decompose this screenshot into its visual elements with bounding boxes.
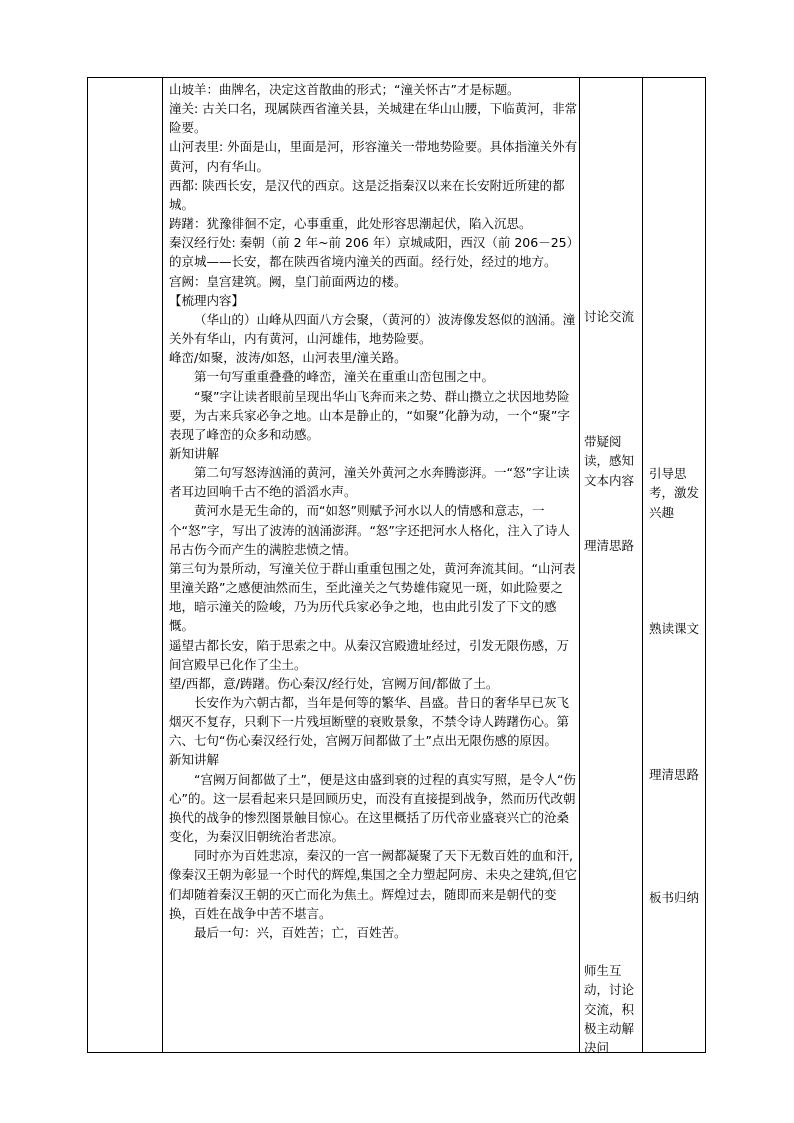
content-line: 潼关: 古关口名，现属陕西省潼关县，关城建在华山山腰，下临黄河，非常险要。 <box>169 101 578 136</box>
design-intent-familiar: 熟读课文 <box>649 621 700 636</box>
student-activity-interact: 师生互动，讨论交流，积极主动解决问 <box>584 963 635 1056</box>
content-line: 山坡羊：曲牌名，决定这首散曲的形式；“潼关怀古”才是标题。 <box>169 82 520 97</box>
design-intent-board: 板书归纳 <box>649 890 700 905</box>
content-line: “宫阙万间都做了土”，便是这由盛到衰的过程的真实写照，是令人“伤心”的。这一层看起来只是回顾历史，而没有直接提到战争，然而历代改朝换代的战争的惨烈图景触目惊心。在这里概括了历代帝业盛衰兴亡的沧桑变化，为秦汉旧朝统治者悲凉。 <box>169 771 576 845</box>
content-line: 最后一句：兴，百姓苦；亡，百姓苦。 <box>194 924 407 940</box>
content-line: 峰峦/如聚，波涛/如怒，山河表里/潼关路。 <box>169 350 407 366</box>
content-line: 第一句写重重叠叠的峰峦，潼关在重重山峦包围之中。 <box>194 369 495 385</box>
content-line: 秦汉经行处: 秦朝（前 2 年~前 206 年）京城咸阳，西汉（前 206－25）的京城——长安，都在陕西省境内潼关的西面。经行处，经过的地方。 <box>169 235 573 270</box>
content-line: 西都: 陕西长安，是汉代的西京。这是泛指秦汉以来在长安附近所建的都城。 <box>169 177 565 212</box>
content-line: 第三句为景所动，写潼关位于群山重重包围之处，黄河奔流其间。“山河表里潼关路”之感便油然而生，至此潼关之气势雄伟窥见一斑，如此险要之地，暗示潼关的险峻，乃为历代兵家必争之地，也由此引发了下文的感慨。 <box>169 560 576 634</box>
content-line: （华山的）山峰从四面八方会聚，（黄河的）波涛像发怒似的汹涌。潼关外有华山，内有黄河，山河雄伟，地势险要。 <box>169 311 576 347</box>
content-line: 遥望古都长安，陷于思索之中。从秦汉宫殿遗址经过，引发无限伤感，万间宫殿早已化作了尘土。 <box>169 637 570 672</box>
section-heading: 新知讲解 <box>169 445 220 461</box>
design-intent-clarify: 理清思路 <box>649 767 700 782</box>
content-line: 黄河水是无生命的，而“如怒”则赋予河水以人的情感和意志，一个“怒”字，写出了波涛的汹涌澎湃。“怒”字还把河水人格化，注入了诗人吊古伤今而产生的满腔悲愤之情。 <box>169 503 570 557</box>
lesson-table <box>87 77 706 1056</box>
lesson-content <box>169 80 579 942</box>
column-divider <box>579 78 580 1052</box>
student-activity-sort: 理清思路 <box>584 538 635 553</box>
section-heading: 新知讲解 <box>169 752 220 768</box>
content-line: 宫阙：皇宫建筑。阙，皇门前面两边的楼。 <box>169 273 407 289</box>
content-line: 长安作为六朝古都，当年是何等的繁华、昌盛。昔日的奢华早已灰飞烟灭不复存，只剩下一片残垣断壁的衰败景象，不禁令诗人踌躇伤心。第六、七句“伤心秦汉经行处，宫阙万间都做了土”点出无限伤感的原因。 <box>169 695 570 749</box>
student-activity-read: 带疑阅读，感知文本内容 <box>584 434 635 488</box>
content-line: 同时亦为百姓悲凉，秦汉的一宫一阙都凝聚了天下无数百姓的血和汗,像秦汉王朝为彰显一个时代的辉煌,集国之全力塑起阿房、未央之建筑,但它们却随着秦汉王朝的灭亡而化为焦土。辉煌过去，随即而来是朝代的变换，百姓在战争中苦不堪言。 <box>169 848 577 921</box>
student-activity-discuss: 讨论交流 <box>584 309 635 324</box>
column-divider <box>642 78 643 1052</box>
column-divider <box>162 78 163 1052</box>
section-heading: 【梳理内容】 <box>169 292 245 308</box>
design-intent-guide: 引导思考，激发兴趣 <box>649 466 700 520</box>
content-line: 山河表里: 外面是山，里面是河，形容潼关一带地势险要。具体指潼关外有黄河，内有华山。 <box>169 139 578 174</box>
content-line: 踌躇：犹豫徘徊不定，心事重重，此处形容思潮起伏，陷入沉思。 <box>169 216 532 232</box>
content-line: “聚”字让读者眼前呈现出华山飞奔而来之势、群山攒立之状因地势险要，为古来兵家必争之地。山本是静止的，“如聚”化静为动，一个“聚”字表现了峰峦的众多和动感。 <box>169 388 570 442</box>
content-line: 望/西都，意/踌躇。伤心秦汉/经行处，宫阙万间/都做了土。 <box>169 675 499 691</box>
content-line: 第二句写怒涛汹涌的黄河，潼关外黄河之水奔腾澎湃。一“怒”字让读者耳边回响千古不绝的滔滔水声。 <box>169 465 570 500</box>
